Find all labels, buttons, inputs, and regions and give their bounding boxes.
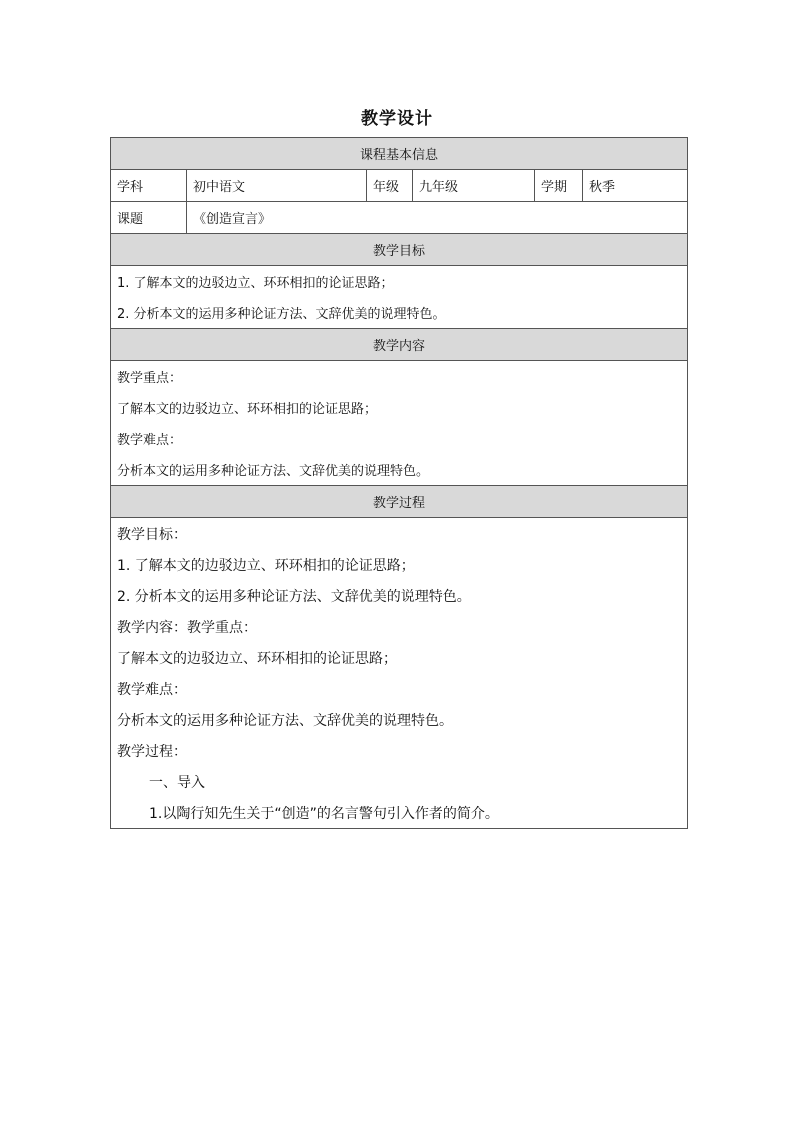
topic-label: 课题 — [111, 202, 187, 234]
content-line: 教学难点： — [111, 423, 688, 454]
process-line: 了解本文的边驳边立、环环相扣的论证思路； — [111, 642, 688, 673]
topic-value: 《创造宣言》 — [187, 202, 688, 234]
section-process: 教学过程 — [111, 486, 688, 518]
term-label: 学期 — [535, 170, 583, 202]
process-line: 一、导入 — [111, 766, 688, 797]
process-line: 教学过程： — [111, 735, 688, 766]
term-value: 秋季 — [583, 170, 688, 202]
process-line: 教学目标： — [111, 518, 688, 550]
objective-line: 2. 分析本文的运用多种论证方法、文辞优美的说理特色。 — [111, 297, 688, 329]
objective-line: 1. 了解本文的边驳边立、环环相扣的论证思路； — [111, 266, 688, 298]
section-objectives: 教学目标 — [111, 234, 688, 266]
lesson-plan-table — [110, 137, 688, 829]
content-line: 了解本文的边驳边立、环环相扣的论证思路； — [111, 392, 688, 423]
process-line: 2. 分析本文的运用多种论证方法、文辞优美的说理特色。 — [111, 580, 688, 611]
content-line: 分析本文的运用多种论证方法、文辞优美的说理特色。 — [111, 454, 688, 486]
subject-value: 初中语文 — [187, 170, 367, 202]
subject-label: 学科 — [111, 170, 187, 202]
grade-value: 九年级 — [413, 170, 535, 202]
grade-label: 年级 — [367, 170, 413, 202]
section-basic-info: 课程基本信息 — [111, 138, 688, 170]
process-line: 教学难点： — [111, 673, 688, 704]
process-line: 1.以陶行知先生关于“创造”的名言警句引入作者的简介。 — [111, 797, 688, 829]
document-title: 教学设计 — [361, 109, 433, 129]
process-line: 教学内容：教学重点： — [111, 611, 688, 642]
section-content: 教学内容 — [111, 329, 688, 361]
process-line: 分析本文的运用多种论证方法、文辞优美的说理特色。 — [111, 704, 688, 735]
content-line: 教学重点： — [111, 361, 688, 393]
process-line: 1. 了解本文的边驳边立、环环相扣的论证思路； — [111, 549, 688, 580]
